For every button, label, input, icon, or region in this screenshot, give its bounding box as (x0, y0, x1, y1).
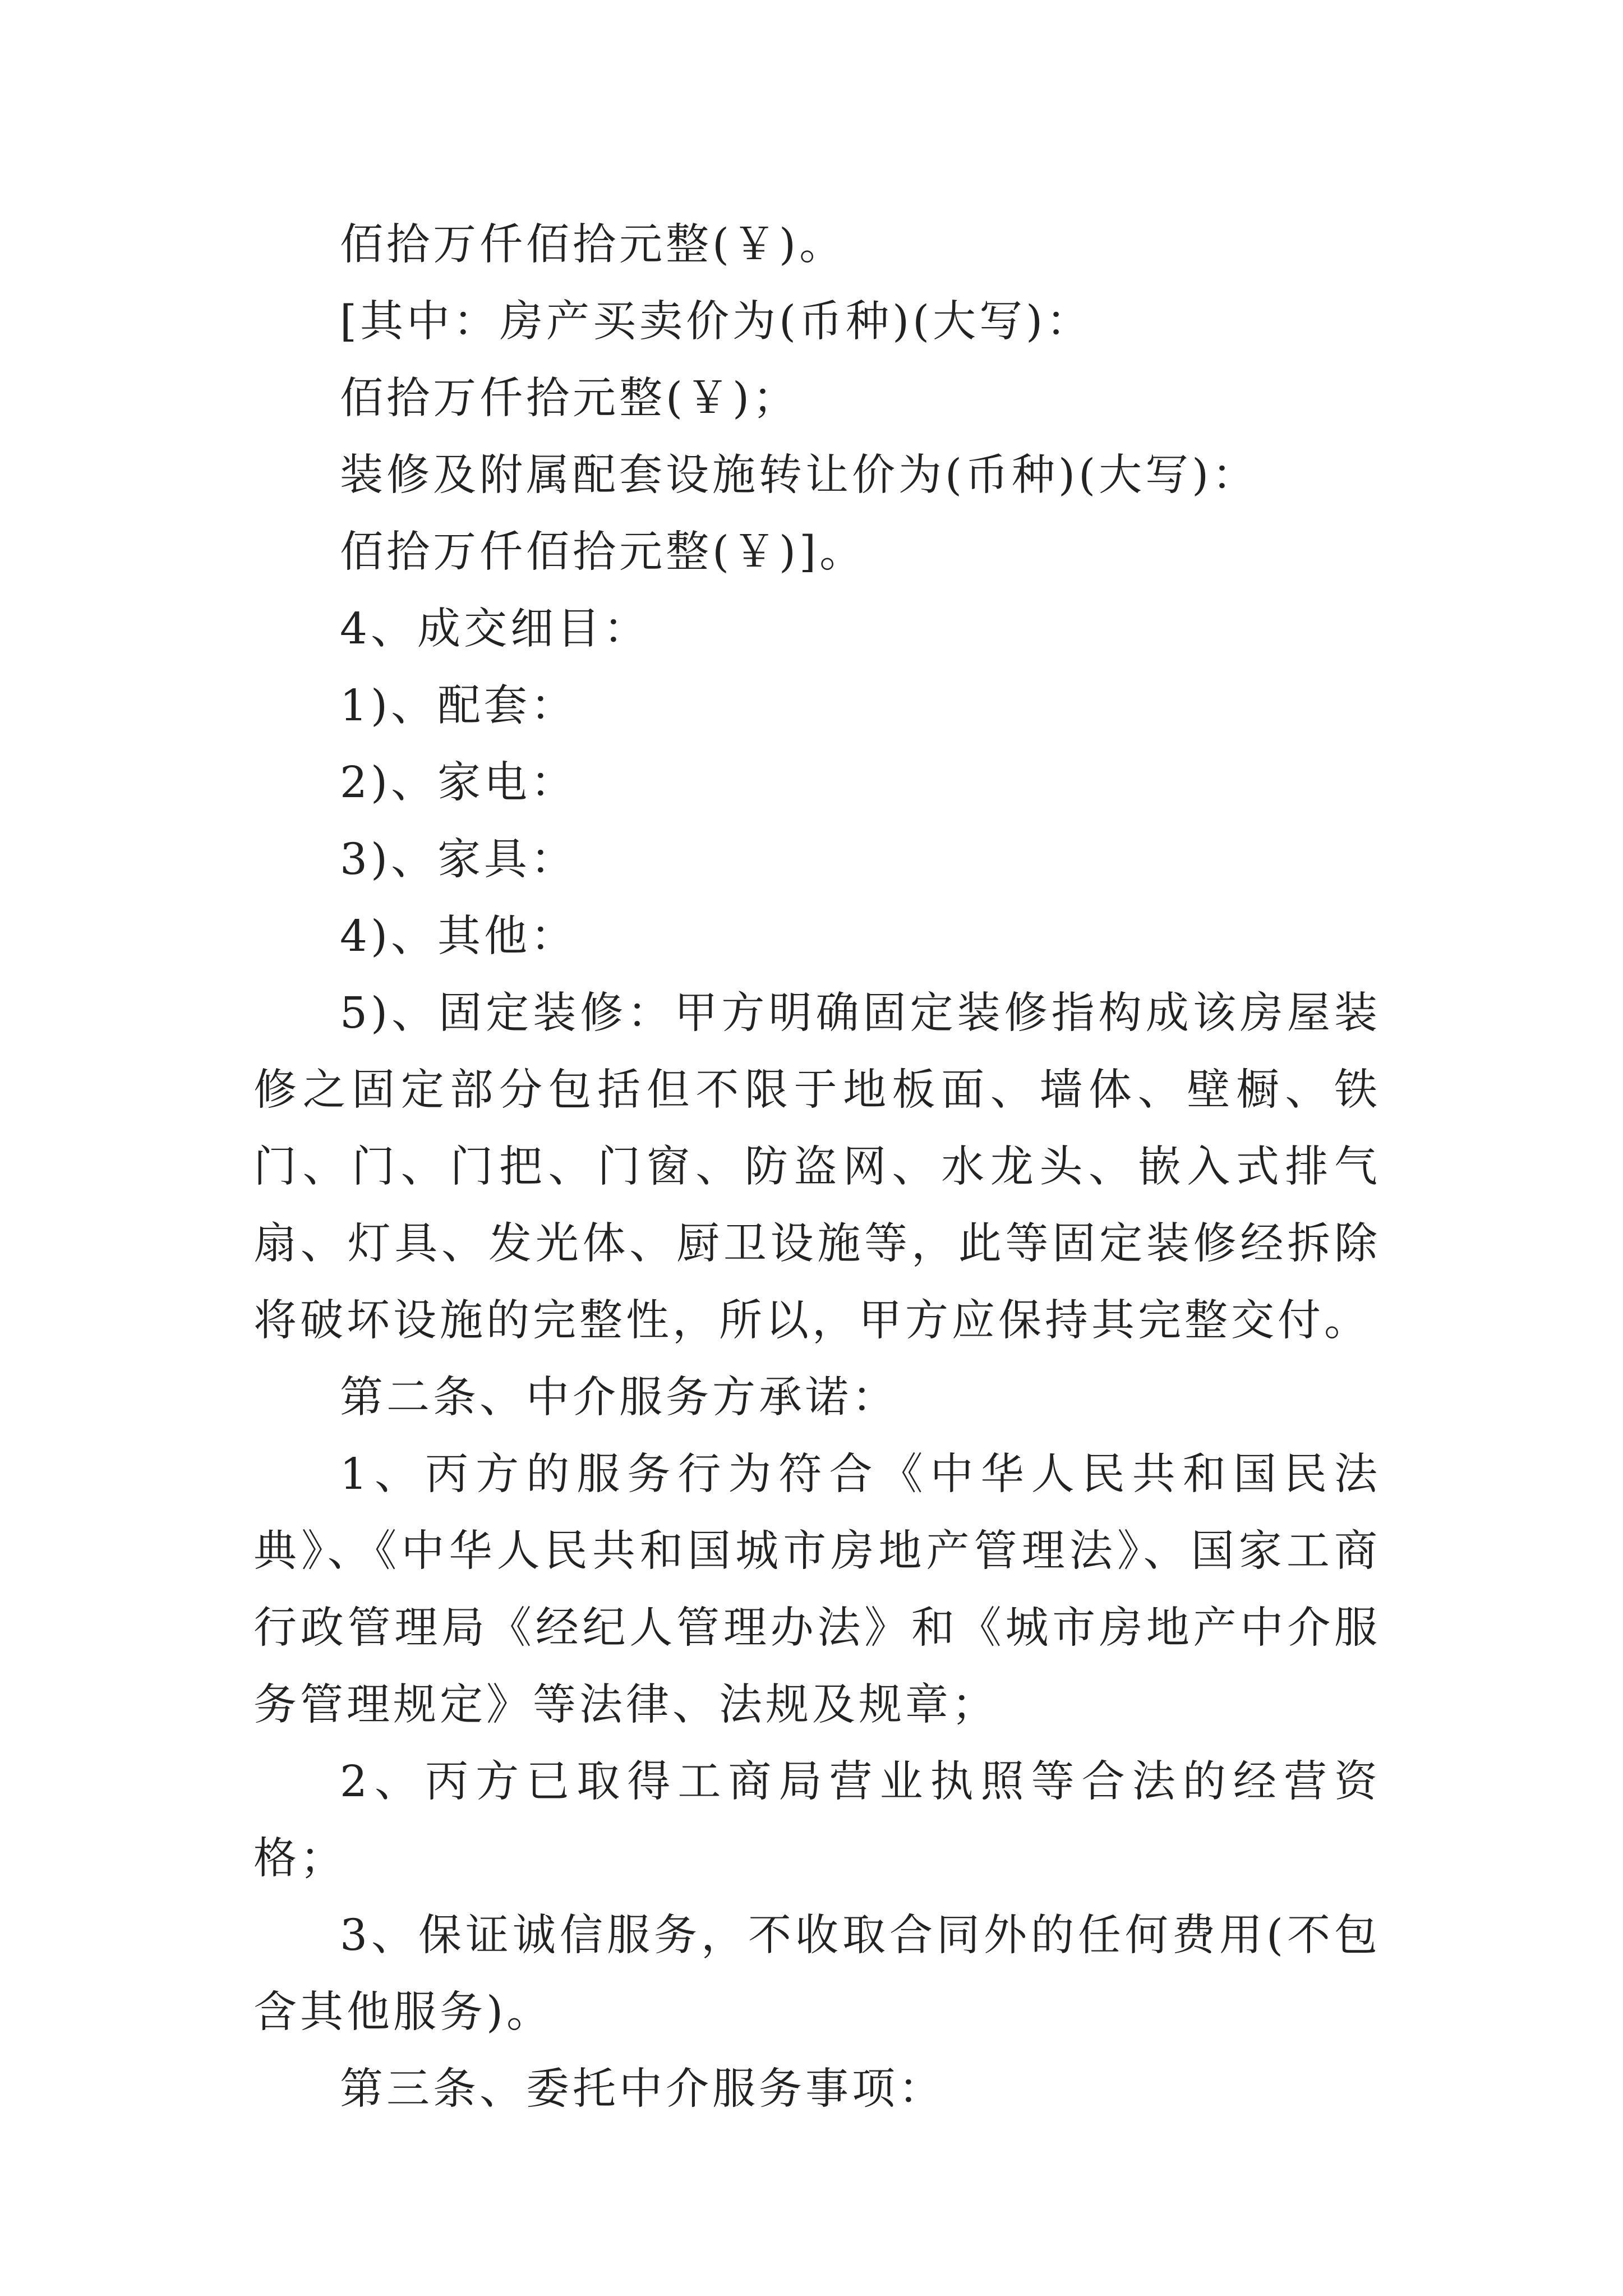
paragraph-article-three-heading: 第三条、委托中介服务事项： (340, 2064, 945, 2114)
paragraph-article-two-heading: 第二条、中介服务方承诺： (340, 1373, 898, 1423)
paragraph-house-price-words: 佰拾万仟拾元整(￥)； (340, 374, 800, 424)
paragraph-item-facilities: 1)、配套： (340, 681, 578, 731)
paragraph-decoration-price-header: 装修及附属配套设施转让价为(币种)(大写)： (340, 450, 1259, 500)
paragraph-item-fixed-decoration: 5)、固定装修：甲方明确固定装修指构成该房屋装修之固定部分包括但不限于地板面、墙体、壁橱、铁门、门、门把、门窗、防盗网、水龙头、嵌入式排气扇、灯具、发光体、厨卫设施等，此等固定装修经拆除将破坏设施的完整性，所以，甲方应保持其完整交付。 (253, 988, 1381, 1346)
paragraph-item-appliances: 2)、家电： (340, 758, 578, 808)
paragraph-promise-honest-service: 3、保证诚信服务，不收取合同外的任何费用(不包含其他服务)。 (253, 1911, 1381, 2037)
paragraph-item-other: 4)、其他： (340, 912, 578, 961)
document-body (253, 206, 1381, 2128)
paragraph-total-price-words: 佰拾万仟佰拾元整(￥)。 (340, 220, 846, 270)
paragraph-decoration-price-words: 佰拾万仟佰拾元整(￥)]。 (340, 527, 866, 577)
paragraph-house-price-header: [其中：房产买卖价为(币种)(大写)： (340, 297, 1093, 347)
paragraph-transaction-items-heading: 4、成交细目： (340, 604, 650, 654)
paragraph-promise-license: 2、丙方已取得工商局营业执照等合法的经营资格； (253, 1757, 1381, 1884)
paragraph-promise-legal-compliance: 1、丙方的服务行为符合《中华人民共和国民法典》、《中华人民共和国城市房地产管理法》、国家工商行政管理局《经纪人管理办法》和《城市房地产中介服务管理规定》等法律、法规及规章； (253, 1450, 1381, 1730)
paragraph-item-furniture: 3)、家具： (340, 835, 578, 885)
